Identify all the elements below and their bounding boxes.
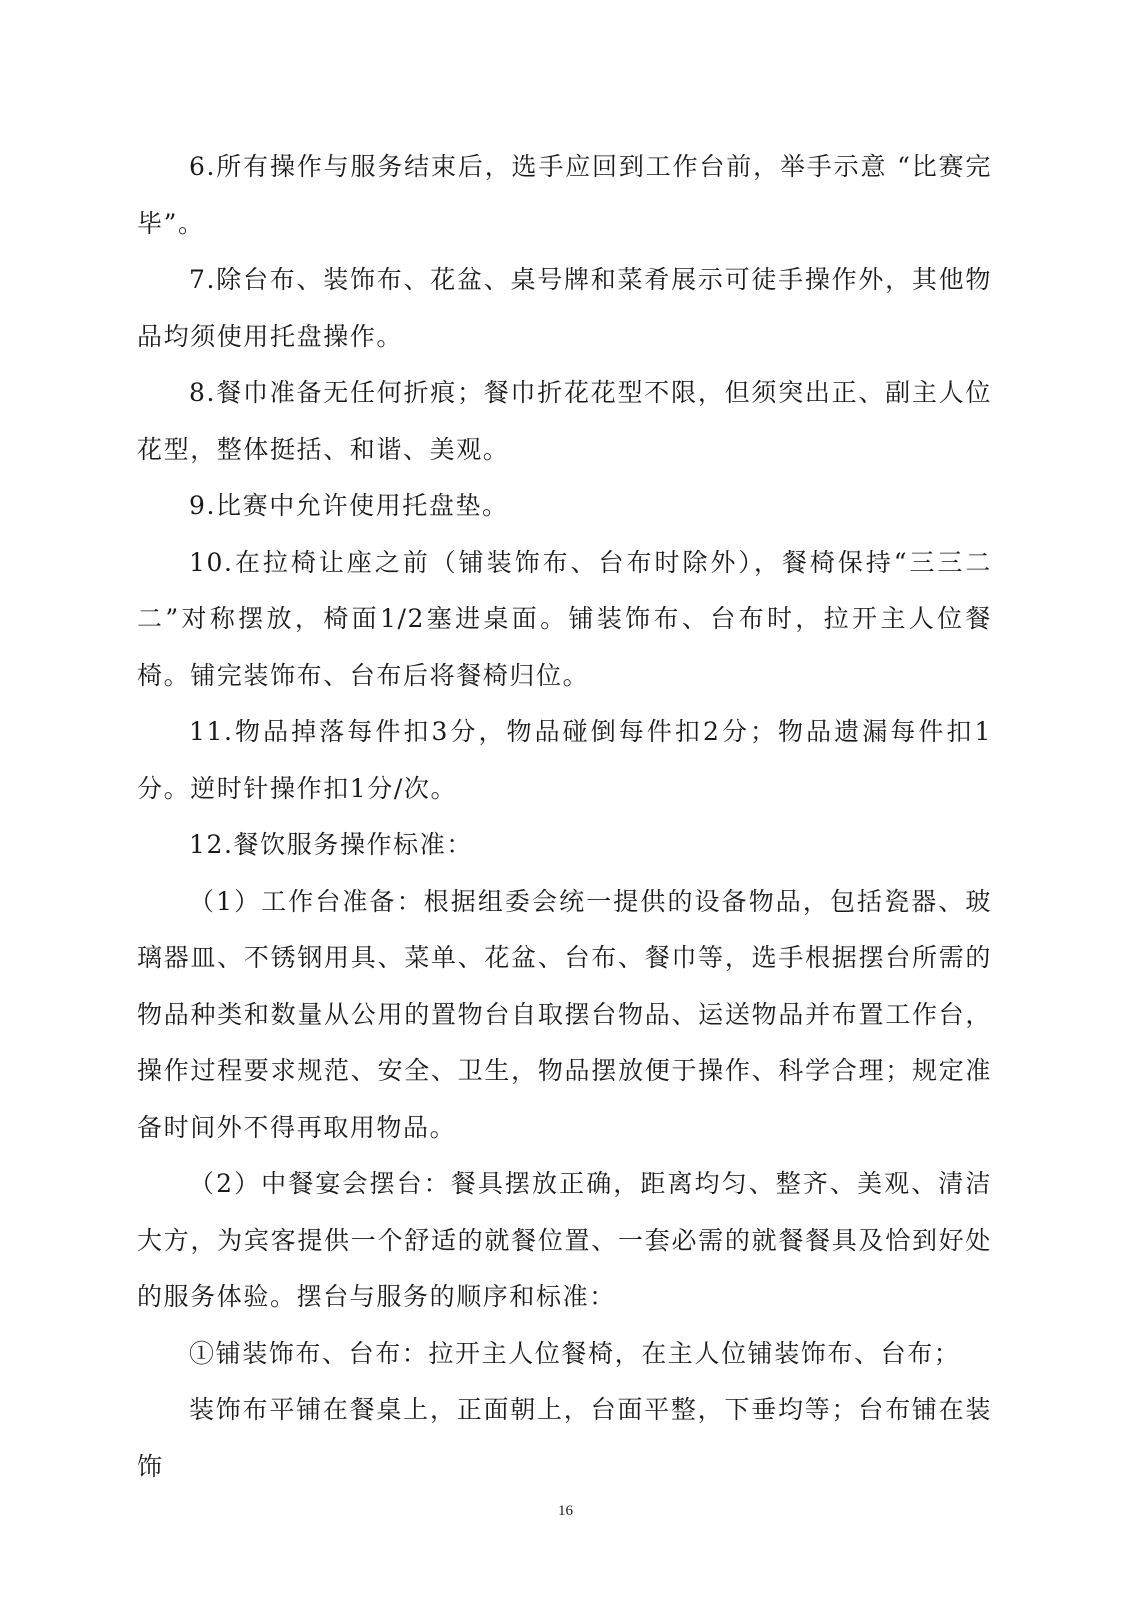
paragraph-item-6: 6.所有操作与服务结束后，选手应回到工作台前，举手示意 “比赛完毕”。 — [137, 152, 992, 238]
paragraph-item-10: 10.在拉椅让座之前（铺装饰布、台布时除外），餐椅保持“三三二二”对称摆放，椅面1/2塞进桌面。铺装饰布、台布时，拉开主人位餐椅。铺完装饰布、台布后将餐椅归位。 — [137, 547, 992, 690]
paragraph-item-12: 12.餐饮服务操作标准： — [189, 830, 473, 859]
paragraph-item-8: 8.餐巾准备无任何折痕；餐巾折花花型不限，但须突出正、副主人位花型，整体挺括、和谐、美观。 — [137, 378, 992, 464]
paragraph-item-12-1: （1）工作台准备：根据组委会统一提供的设备物品，包括瓷器、玻璃器皿、不锈钢用具、菜单、花盆、台布、餐巾等，选手根据摆台所需的物品种类和数量从公用的置物台自取摆台物品、运送物品并布置工作台，操作过程要求规范、安全、卫生，物品摆放便于操作、科学合理；规定准备时间外不得再取用物品。 — [137, 886, 992, 1142]
paragraph-item-12-2: （2）中餐宴会摆台：餐具摆放正确，距离均匀、整齐、美观、清洁大方，为宾客提供一个舒适的就餐位置、一套必需的就餐餐具及恰到好处的服务体验。摆台与服务的顺序和标准： — [137, 1169, 992, 1311]
page-number: 16 — [558, 1503, 573, 1519]
document-body — [137, 139, 992, 1495]
paragraph-item-7: 7.除台布、装饰布、花盆、桌号牌和菜肴展示可徒手操作外，其他物品均须使用托盘操作。 — [137, 265, 992, 351]
paragraph-item-12-2-1: ①铺装饰布、台布：拉开主人位餐椅，在主人位铺装饰布、台布； — [189, 1338, 961, 1368]
paragraph-item-9: 9.比赛中允许使用托盘垫。 — [189, 491, 509, 520]
paragraph-item-11: 11.物品掉落每件扣3分，物品碰倒每件扣2分；物品遗漏每件扣1分。逆时针操作扣1分/次。 — [137, 717, 992, 803]
paragraph-item-12-2-2: 装饰布平铺在餐桌上，正面朝上，台面平整，下垂均等；台布铺在装饰 — [137, 1395, 992, 1481]
